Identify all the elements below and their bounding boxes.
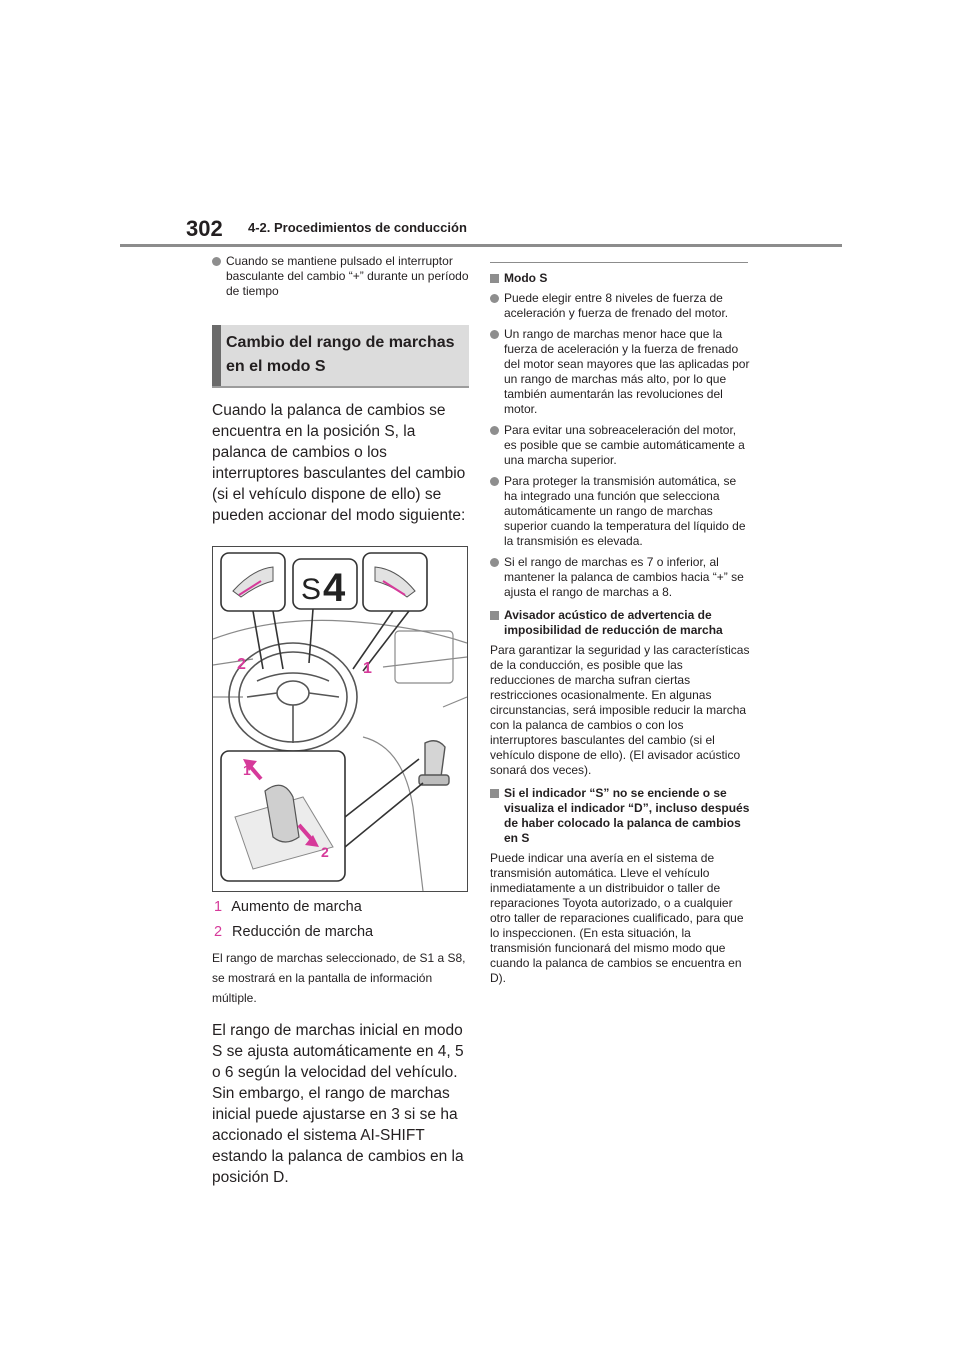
indicador-heading bbox=[490, 786, 750, 846]
intro-paragraph: Cuando la palanca de cambios se encuentra en la posición S, la palanca de cambios o los interruptores basculantes del cambio (si el vehículo dispone de ello) se pueden accionar del modo siguiente: bbox=[212, 402, 466, 524]
shift-illustration-svg bbox=[213, 547, 467, 891]
bullet-item bbox=[490, 474, 750, 549]
bullet-dot-icon bbox=[490, 330, 499, 339]
indicador-heading-text: Si el indicador “S” no se enciende o se visualiza el indicador “D”, incluso después de haber colocado la palanca de cambios en S bbox=[504, 786, 750, 845]
square-bullet-icon bbox=[490, 611, 499, 620]
bullet-item bbox=[490, 291, 750, 321]
bullet-dot-icon bbox=[212, 257, 221, 266]
legend-number: 1 bbox=[214, 899, 223, 915]
bullet-dot-icon bbox=[490, 294, 499, 303]
display-s-label: S bbox=[301, 573, 322, 606]
display-gear-label: 4 bbox=[323, 566, 346, 610]
legend-text: Reducción de marcha bbox=[232, 924, 374, 940]
header-rule bbox=[120, 244, 842, 247]
page-number: 302 bbox=[186, 216, 223, 241]
column-rule bbox=[490, 262, 748, 263]
bullet-dot-icon bbox=[490, 558, 499, 567]
bullet-text: Para evitar una sobreaceleración del motor, es posible que se cambie automáticamente a una marcha superior. bbox=[504, 423, 745, 467]
callout-1-bottom: 1 bbox=[243, 762, 251, 778]
legend-item bbox=[212, 923, 470, 941]
legend-item bbox=[212, 898, 470, 916]
section-title: 4-2. Procedimientos de conducción bbox=[248, 220, 467, 235]
square-bullet-icon bbox=[490, 789, 499, 798]
modo-s-heading-text: Modo S bbox=[504, 271, 548, 285]
figure-legend bbox=[212, 898, 470, 941]
callout-2-bottom: 2 bbox=[321, 844, 329, 860]
figure-note: El rango de marchas seleccionado, de S1 a S8, se mostrará en la pantalla de información múltiple. bbox=[212, 951, 466, 1005]
bullet-text: Para proteger la transmisión automática, se ha integrado una función que selecciona automáticamente un rango de marchas superior cuando la temperatura del líquido de la transmisión es elevada. bbox=[504, 474, 746, 548]
legend-text: Aumento de marcha bbox=[231, 899, 362, 915]
indicador-body: Puede indicar una avería en el sistema de transmisión automática. Lleve el vehículo inmediatamente a un distribuidor o taller de reparaciones Toyota autorizado, o a cualquier otro taller de reparaciones cualificado, para que lo inspeccionen. (En esta situación, la transmisión funcionará del mismo modo que cuando la palanca de cambios se encuentra en D). bbox=[490, 851, 744, 985]
bullet-dot-icon bbox=[490, 426, 499, 435]
bullet-item bbox=[490, 327, 750, 417]
section-heading bbox=[212, 325, 469, 388]
initial-range-paragraph: El rango de marchas inicial en modo S se ajusta automáticamente en 4, 5 o 6 según la velocidad del vehículo. Sin embargo, el rango de marchas inicial puede ajustarse en 3 si se ha accionado el sistema AI-SHIFT estando la palanca de cambios en la posición D. bbox=[212, 1022, 464, 1186]
legend-number: 2 bbox=[214, 924, 223, 940]
avisador-heading-text: Avisador acústico de advertencia de imposibilidad de reducción de marcha bbox=[504, 608, 723, 637]
avisador-heading bbox=[490, 608, 750, 638]
left-column bbox=[212, 254, 470, 1188]
bullet-text: Un rango de marchas menor hace que la fuerza de aceleración y la fuerza de frenado del motor sean mayores que las aplicadas por un rango de marchas más alto, por lo que también aumentarán las revoluciones del motor. bbox=[504, 327, 750, 416]
bullet-item bbox=[490, 555, 750, 600]
callout-2-top: 2 bbox=[237, 656, 246, 673]
square-bullet-icon bbox=[490, 274, 499, 283]
bullet-text: Si el rango de marchas es 7 o inferior, al mantener la palanca de cambios hacia “+” se ajusta el rango de marchas a 8. bbox=[504, 555, 744, 599]
bullet-item bbox=[212, 254, 470, 299]
callout-1-top: 1 bbox=[363, 660, 372, 677]
bullet-text: Puede elegir entre 8 niveles de fuerza de aceleración y fuerza de frenado del motor. bbox=[504, 291, 729, 320]
avisador-body: Para garantizar la seguridad y las características de la conducción, es posible que las reducciones de marcha sufran ciertas restricciones ocasionalmente. En algunas circunstancias, será imposible reducir la marcha con la palanca de cambios o con los interruptores basculantes del cambio (si el vehículo dispone de ello). (El avisador acústico sonará dos veces). bbox=[490, 643, 750, 777]
heading-bar bbox=[212, 325, 221, 386]
shift-illustration bbox=[212, 546, 468, 892]
bullet-dot-icon bbox=[490, 477, 499, 486]
modo-s-heading bbox=[490, 271, 750, 286]
bullet-item bbox=[490, 423, 750, 468]
section-heading-text: Cambio del rango de marchas en el modo S bbox=[226, 334, 455, 375]
bullet-text: Cuando se mantiene pulsado el interruptor basculante del cambio “+” durante un período de tiempo bbox=[226, 254, 469, 298]
right-column bbox=[490, 262, 750, 993]
